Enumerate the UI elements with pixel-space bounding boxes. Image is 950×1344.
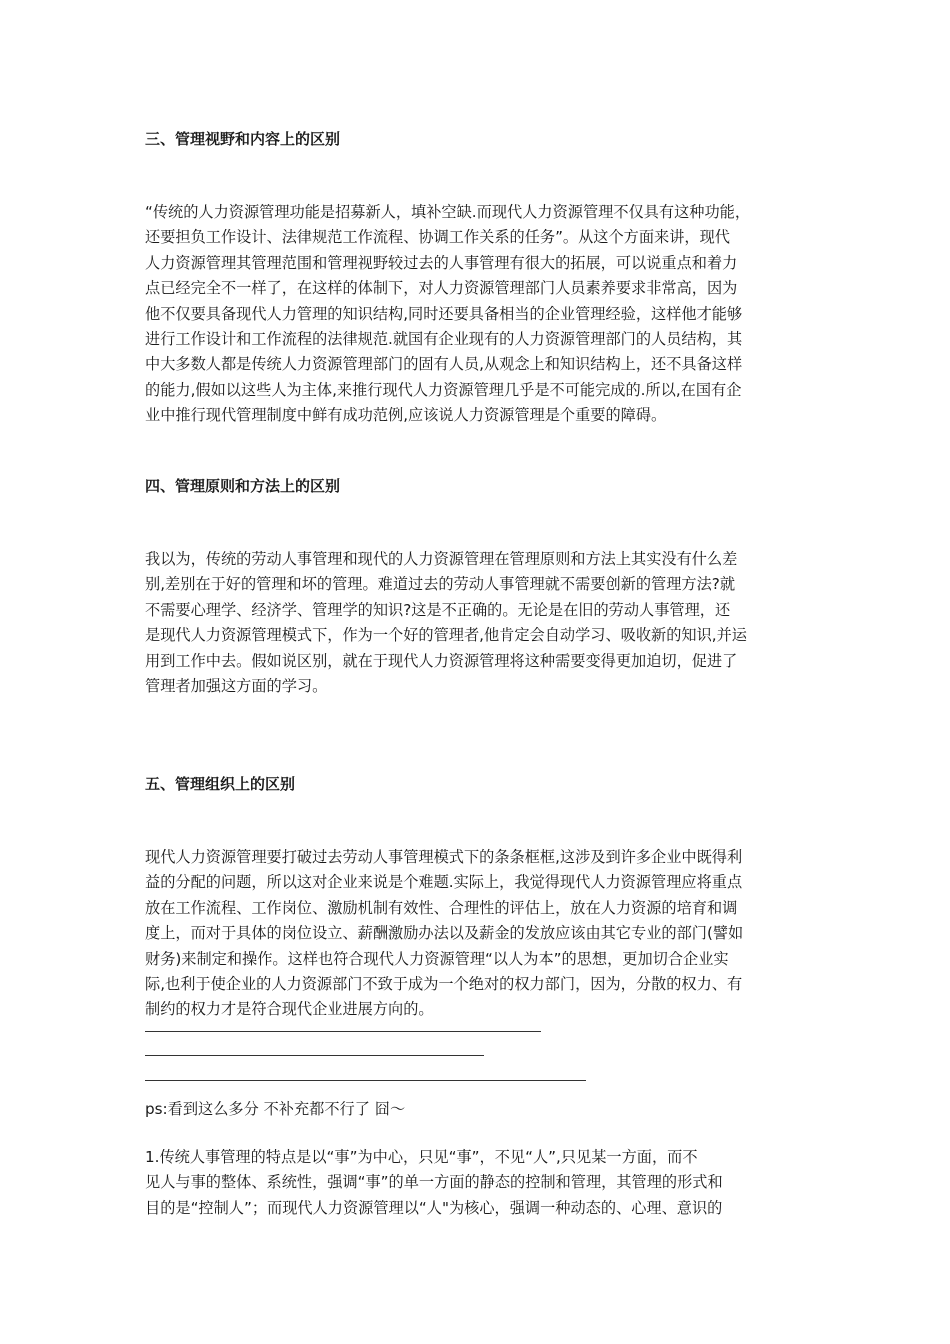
text-line: 他不仅要具备现代人力管理的知识结构,同时还要具备相当的企业管理经验，这样他才能够: [145, 304, 743, 323]
text-line: 管理者加强这方面的学习。: [145, 677, 328, 696]
separator-line: [145, 1080, 586, 1081]
text-line: 点已经完全不一样了，在这样的体制下，对人力资源管理部门人员素养要求非常高，因为: [145, 279, 738, 298]
text-line: 别,差别在于好的管理和坏的管理。难道过去的劳动人事管理就不需要创新的管理方法?就: [145, 575, 736, 594]
text-line: 是现代人力资源管理模式下，作为一个好的管理者,他肯定会自动学习、吸收新的知识,并运: [145, 626, 747, 645]
separator-line: [145, 1055, 484, 1056]
text-line: 度上，而对于具体的岗位设立、薪酬激励办法以及薪金的发放应该由其它专业的部门(譬如: [145, 924, 744, 943]
text-line: 目的是“控制人”；而现代人力资源管理以“人"为核心，强调一种动态的、心理、意识的: [145, 1198, 723, 1217]
section-5-heading: 五、管理组织上的区别: [145, 775, 296, 793]
text-line: 我以为，传统的劳动人事管理和现代的人力资源管理在管理原则和方法上其实没有什么差: [145, 550, 738, 568]
section-5-paragraph: [145, 845, 805, 1023]
text-line: 1.传统人事管理的特点是以“事”为中心，只见“事”，不见“人”,只见某一方面，而不: [145, 1148, 698, 1166]
text-line: 进行工作设计和工作流程的法律规范.就国有企业现有的人力资源管理部门的人员结构，其: [145, 330, 743, 349]
text-line: 中大多数人都是传统人力资源管理部门的固有人员,从观念上和知识结构上，还不具备这样: [145, 355, 743, 374]
section-3-heading: 三、管理视野和内容上的区别: [145, 130, 341, 148]
ps-note: ps:看到这么多分 不补充都不行了 囧～: [145, 1100, 406, 1118]
text-line: 际,也利于使企业的人力资源部门不致于成为一个绝对的权力部门，因为，分散的权力、有: [145, 975, 743, 994]
text-line: 业中推行现代管理制度中鲜有成功范例,应该说人力资源管理是个重要的障碍。: [145, 406, 667, 425]
text-line: 益的分配的问题，所以这对企业来说是个难题.实际上，我觉得现代人力资源管理应将重点: [145, 873, 743, 892]
text-line: 不需要心理学、经济学、管理学的知识?这是不正确的。无论是在旧的劳动人事管理，还: [145, 600, 731, 619]
text-line: 见人与事的整体、系统性，强调“事”的单一方面的静态的控制和管理，其管理的形式和: [145, 1173, 723, 1192]
section-4-paragraph: [145, 547, 805, 699]
section-4-heading: 四、管理原则和方法上的区别: [145, 477, 341, 495]
text-line: 放在工作流程、工作岗位、激励机制有效性、合理性的评估上，放在人力资源的培育和调: [145, 898, 738, 917]
text-line: 现代人力资源管理要打破过去劳动人事管理模式下的条条框框,这涉及到许多企业中既得利: [145, 848, 743, 866]
text-line: 的能力,假如以这些人为主体,来推行现代人力资源管理几乎是不可能完成的.所以,在国有企: [145, 380, 742, 399]
text-line: “传统的人力资源管理功能是招募新人，填补空缺.而现代人力资源管理不仅具有这种功能，: [145, 203, 751, 221]
separator-line: [145, 1031, 541, 1032]
text-line: 人力资源管理其管理范围和管理视野较过去的人事管理有很大的拓展，可以说重点和着力: [145, 253, 738, 272]
text-line: 制约的权力才是符合现代企业进展方向的。: [145, 1000, 434, 1019]
text-line: 还要担负工作设计、法律规范工作流程、协调工作关系的任务”。从这个方面来讲，现代: [145, 228, 730, 247]
section-3-paragraph: [145, 200, 805, 429]
text-line: 财务)来制定和操作。这样也符合现代人力资源管理“以人为本”的思想，更加切合企业实: [145, 949, 729, 968]
point-1-paragraph: [145, 1145, 805, 1221]
text-line: 用到工作中去。假如说区别，就在于现代人力资源管理将这种需要变得更加迫切，促进了: [145, 651, 738, 670]
